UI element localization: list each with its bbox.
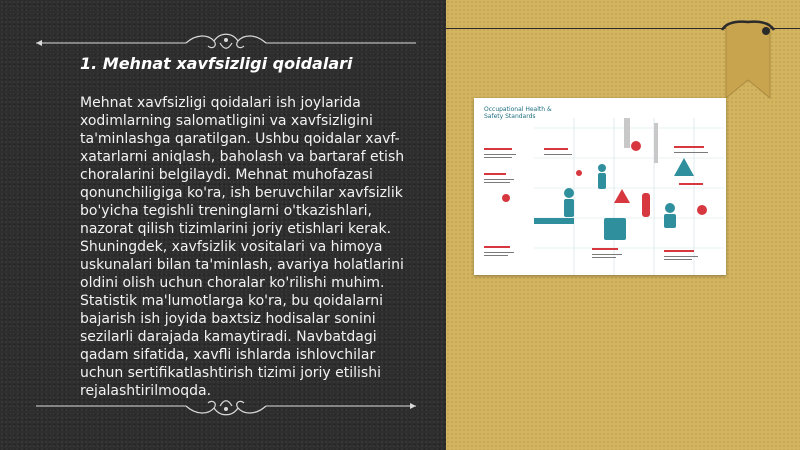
bookmark-ribbon-icon — [718, 18, 778, 100]
infographic-title: Occupational Health & Safety Standards — [484, 106, 552, 120]
slide-body-text: Mehnat xavfsizligi qoidalari ish joylarida xodimlarning salomatligini va xavfsizligini ta'minlashga qaratilgan. Ushbu qoidalar xavf-xatarlarni aniqlash, baholash va bartaraf etish choralarini belgilaydi. Mehnat muhofazasi qonunchiligiga ko'ra, ish beruvchilar xavfsizlik bo'yicha tegishli treninglarni o'tkazishlari, nazorat qilish tizimlarini joriy etishlari kerak. Shuningdek, xavfsizlik vositalari va himoya uskunalari bilan ta'minlash, avariya holatlarini oldini olish uchun choralar ko'rilishi muhim. Statistik ma'lumotlarga ko'ra, bu qoidalarni bajarish ish joyida baxtsiz hodisalar sonini sezilarli darajada kamaytiradi. Navbatdagi qadam sifatida, xavfli ishlarda ishlovchilar uchun sertifikatlashtirish tizimi joriy etilishi rejalashtirilmoqda. — [80, 95, 405, 399]
ornament-top-divider — [36, 30, 416, 56]
slide-title: 1. Mehnat xavfsizligi qoidalari — [80, 54, 353, 73]
safety-infographic-image — [474, 98, 726, 275]
infographic-illustration — [474, 98, 726, 275]
